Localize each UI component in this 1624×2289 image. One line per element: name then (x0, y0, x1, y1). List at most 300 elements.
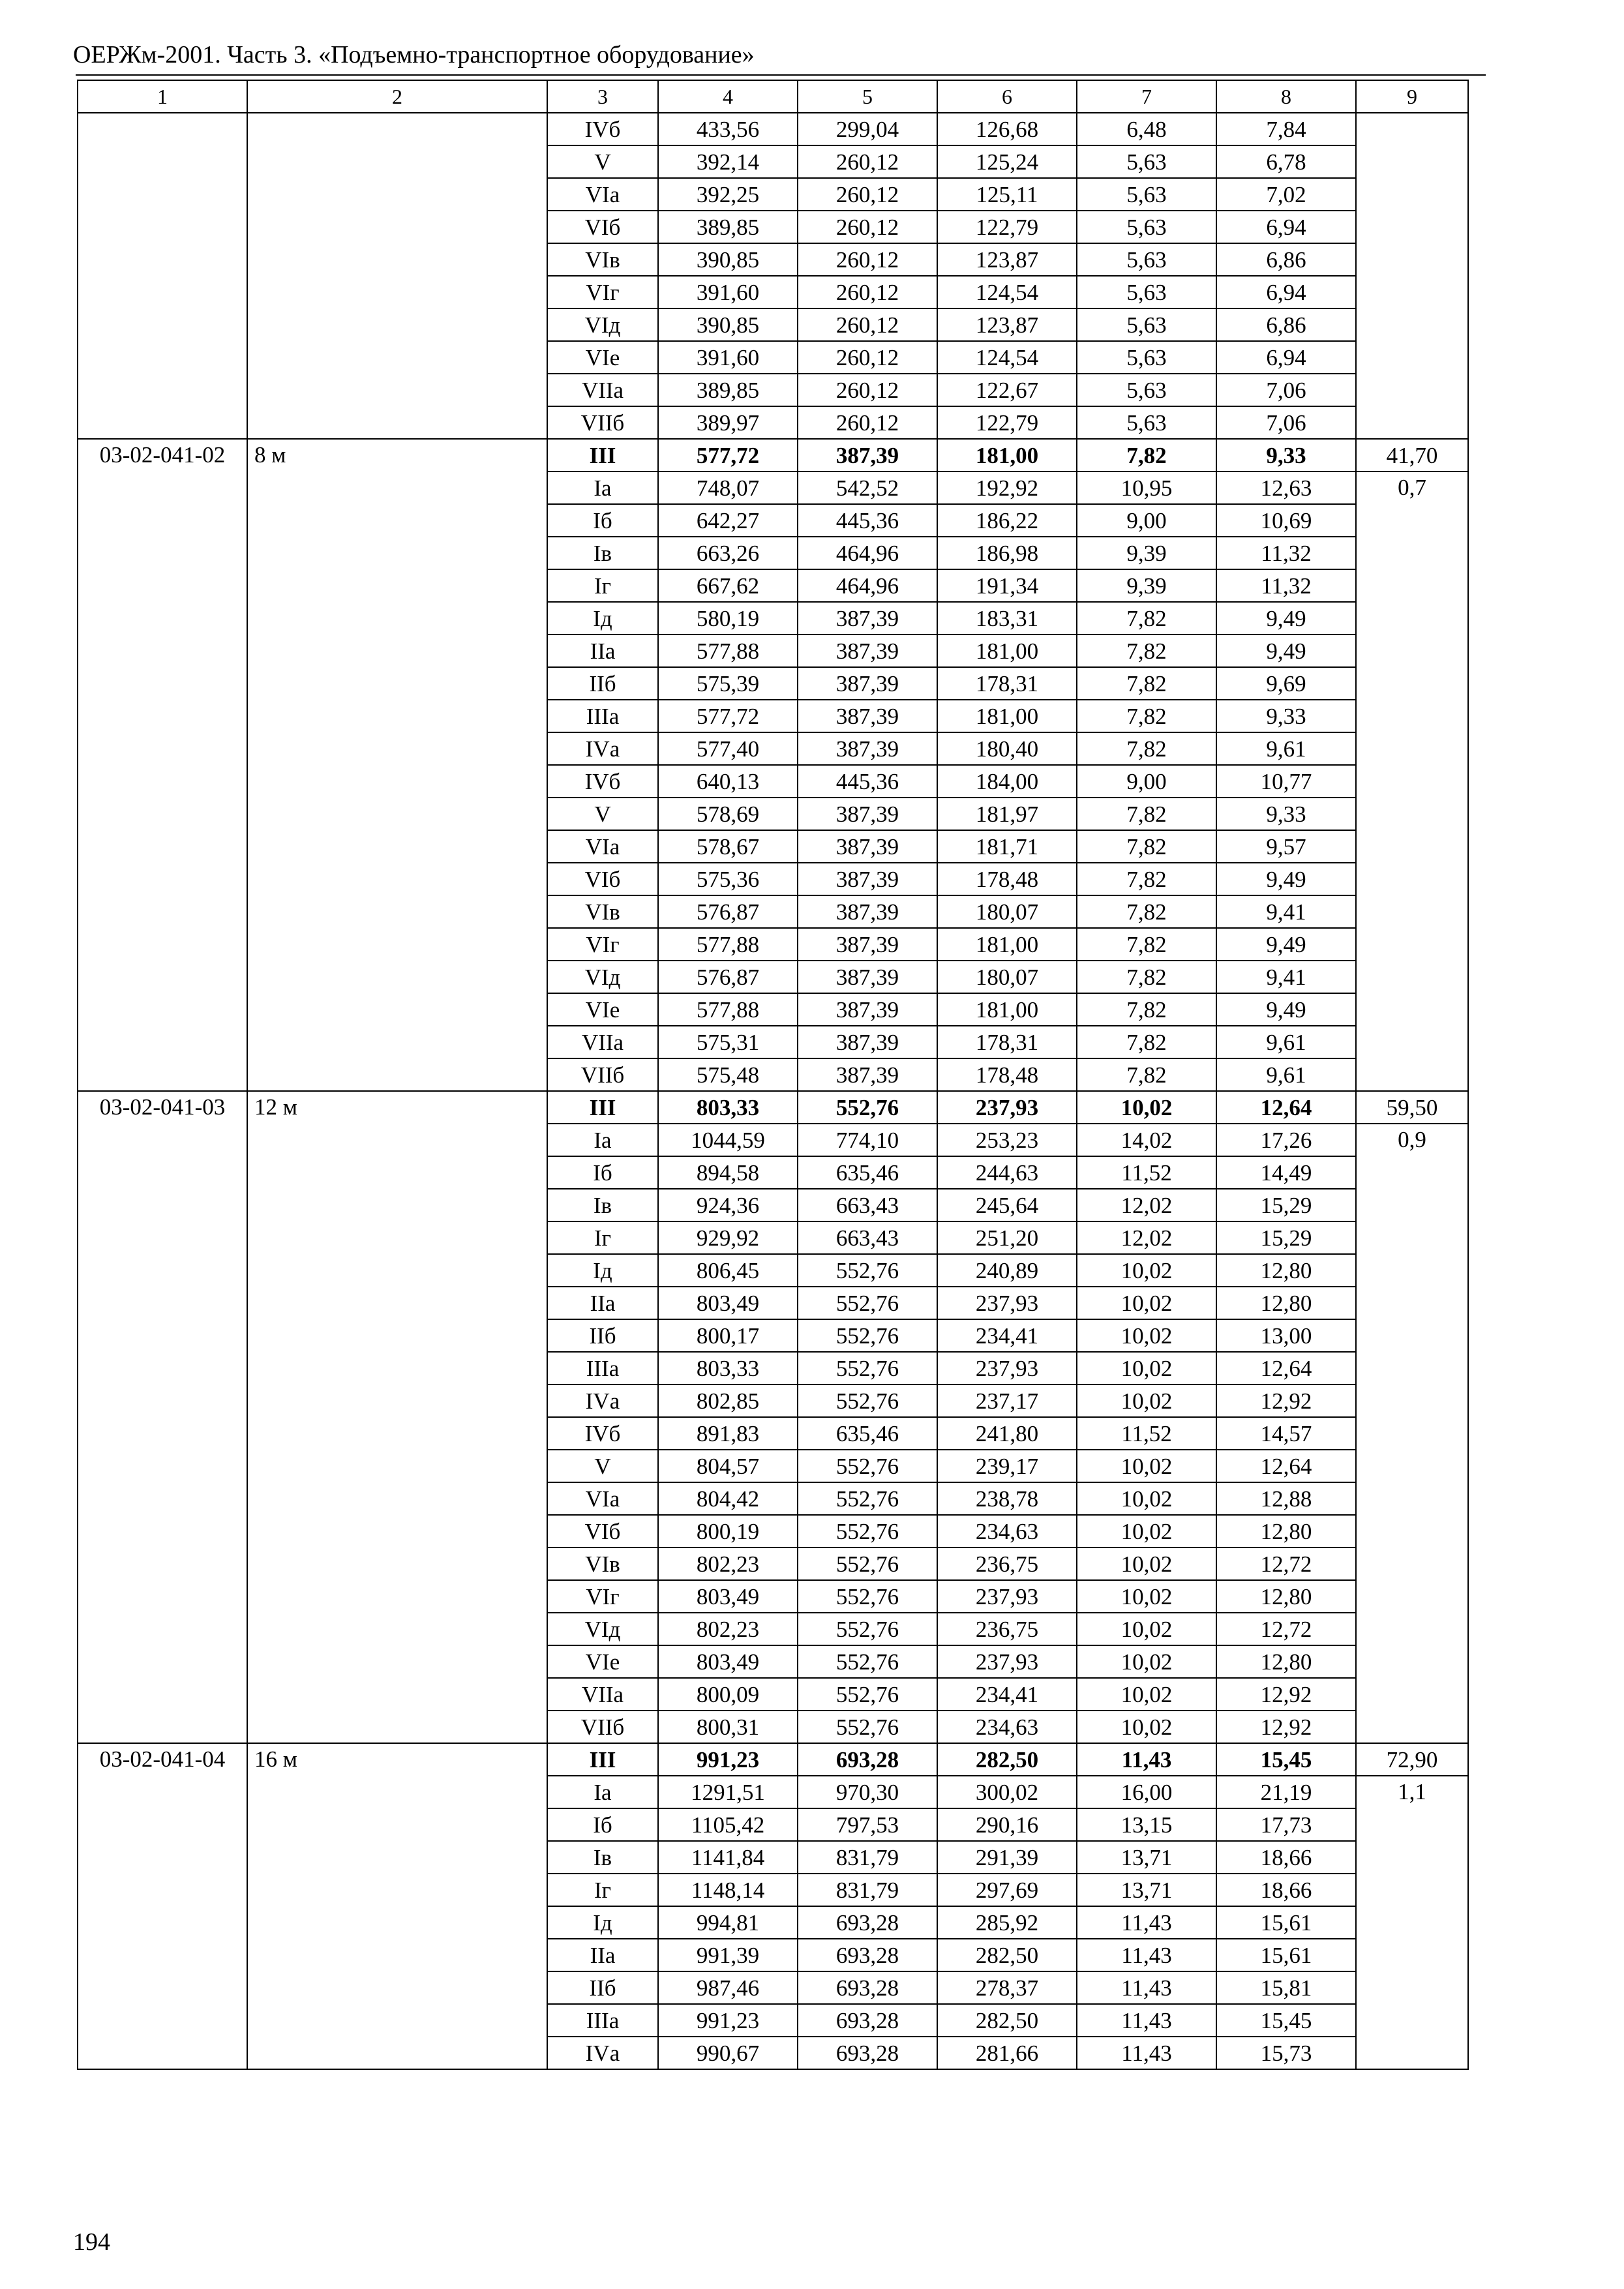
zone-cell: VIг (547, 276, 658, 308)
value-cell-col4: 994,81 (658, 1906, 798, 1939)
value-cell-col5: 552,76 (798, 1352, 937, 1384)
header-rule (76, 74, 1486, 76)
value-cell-col4: 390,85 (658, 243, 798, 276)
value-cell-col7: 13,71 (1077, 1874, 1216, 1906)
value-cell-col6: 125,24 (937, 145, 1077, 178)
value-cell-col8: 9,49 (1216, 863, 1356, 895)
value-cell-col5: 464,96 (798, 569, 937, 602)
value-cell-col4: 389,85 (658, 211, 798, 243)
value-cell-col8: 9,49 (1216, 602, 1356, 635)
value-cell-col8: 15,45 (1216, 1743, 1356, 1776)
value-cell-col6: 278,37 (937, 1971, 1077, 2004)
zone-cell: III (547, 1091, 658, 1124)
value-cell-col4: 642,27 (658, 504, 798, 537)
value-cell-col7: 9,39 (1077, 537, 1216, 569)
col9-cell (1356, 113, 1468, 439)
value-cell-col7: 7,82 (1077, 1026, 1216, 1058)
rate-code: 03-02-041-04 (78, 1743, 247, 2069)
value-cell-col6: 178,31 (937, 1026, 1077, 1058)
value-cell-col7: 5,63 (1077, 211, 1216, 243)
value-cell-col5: 542,52 (798, 471, 937, 504)
value-cell-col4: 1148,14 (658, 1874, 798, 1906)
value-cell-col6: 122,67 (937, 374, 1077, 406)
rate-name: 16 м (247, 1743, 547, 2069)
value-cell-col5: 387,39 (798, 635, 937, 667)
value-cell-col6: 236,75 (937, 1548, 1077, 1580)
column-number-3: 3 (547, 80, 658, 113)
value-cell-col6: 186,98 (937, 537, 1077, 569)
value-cell-col5: 552,76 (798, 1254, 937, 1287)
value-cell-col6: 181,00 (937, 993, 1077, 1026)
value-cell-col5: 387,39 (798, 700, 937, 732)
value-cell-col5: 663,43 (798, 1189, 937, 1221)
value-cell-col7: 7,82 (1077, 602, 1216, 635)
value-cell-col4: 929,92 (658, 1221, 798, 1254)
value-cell-col4: 802,23 (658, 1548, 798, 1580)
value-cell-col4: 577,72 (658, 439, 798, 471)
value-cell-col8: 14,57 (1216, 1417, 1356, 1450)
value-cell-col6: 184,00 (937, 765, 1077, 798)
value-cell-col5: 552,76 (798, 1450, 937, 1482)
value-cell-col6: 291,39 (937, 1841, 1077, 1874)
value-cell-col8: 9,41 (1216, 961, 1356, 993)
value-cell-col7: 10,02 (1077, 1450, 1216, 1482)
value-cell-col7: 9,00 (1077, 765, 1216, 798)
value-cell-col5: 552,76 (798, 1482, 937, 1515)
value-cell-col6: 282,50 (937, 1743, 1077, 1776)
zone-cell: VIе (547, 341, 658, 374)
value-cell-col8: 15,81 (1216, 1971, 1356, 2004)
value-cell-col7: 7,82 (1077, 798, 1216, 830)
value-cell-col5: 260,12 (798, 243, 937, 276)
zone-cell: VIа (547, 830, 658, 863)
zone-cell: VIб (547, 1515, 658, 1548)
value-cell-col7: 9,39 (1077, 569, 1216, 602)
value-cell-col6: 123,87 (937, 243, 1077, 276)
value-cell-col5: 797,53 (798, 1808, 937, 1841)
value-cell-col8: 7,84 (1216, 113, 1356, 145)
value-cell-col6: 253,23 (937, 1124, 1077, 1156)
value-cell-col8: 12,80 (1216, 1515, 1356, 1548)
value-cell-col6: 285,92 (937, 1906, 1077, 1939)
value-cell-col4: 389,97 (658, 406, 798, 439)
value-cell-col6: 237,93 (937, 1091, 1077, 1124)
value-cell-col5: 260,12 (798, 178, 937, 211)
value-cell-col7: 7,82 (1077, 895, 1216, 928)
zone-cell: Iд (547, 602, 658, 635)
value-cell-col4: 575,36 (658, 863, 798, 895)
value-cell-col7: 10,02 (1077, 1091, 1216, 1124)
value-cell-col5: 445,36 (798, 765, 937, 798)
value-cell-col6: 181,00 (937, 635, 1077, 667)
value-cell-col8: 12,63 (1216, 471, 1356, 504)
value-cell-col6: 186,22 (937, 504, 1077, 537)
zone-cell: III (547, 1743, 658, 1776)
value-cell-col7: 5,63 (1077, 406, 1216, 439)
value-cell-col6: 297,69 (937, 1874, 1077, 1906)
zone-cell: Iа (547, 1124, 658, 1156)
value-cell-col4: 802,85 (658, 1384, 798, 1417)
zone-cell: VIв (547, 243, 658, 276)
value-cell-col5: 387,39 (798, 602, 937, 635)
column-number-6: 6 (937, 80, 1077, 113)
value-cell-col4: 803,49 (658, 1580, 798, 1613)
zone-cell: IVа (547, 1384, 658, 1417)
value-cell-col7: 10,02 (1077, 1352, 1216, 1384)
value-cell-col7: 10,02 (1077, 1613, 1216, 1645)
value-cell-col6: 237,93 (937, 1287, 1077, 1319)
value-cell-col4: 577,72 (658, 700, 798, 732)
value-cell-col7: 7,82 (1077, 667, 1216, 700)
value-cell-col7: 7,82 (1077, 439, 1216, 471)
value-cell-col4: 575,48 (658, 1058, 798, 1091)
value-cell-col8: 11,32 (1216, 537, 1356, 569)
value-cell-col5: 387,39 (798, 798, 937, 830)
value-cell-col4: 800,19 (658, 1515, 798, 1548)
value-cell-col5: 552,76 (798, 1613, 937, 1645)
zone-cell: IVа (547, 732, 658, 765)
value-cell-col8: 12,80 (1216, 1645, 1356, 1678)
value-cell-col7: 7,82 (1077, 700, 1216, 732)
value-cell-col6: 240,89 (937, 1254, 1077, 1287)
zone-cell: V (547, 145, 658, 178)
value-cell-col4: 806,45 (658, 1254, 798, 1287)
col9-cell: 0,9 (1356, 1124, 1468, 1743)
value-cell-col6: 123,87 (937, 308, 1077, 341)
value-cell-col6: 124,54 (937, 276, 1077, 308)
zone-cell: VIб (547, 863, 658, 895)
value-cell-col7: 12,02 (1077, 1221, 1216, 1254)
value-cell-col4: 1105,42 (658, 1808, 798, 1841)
value-cell-col8: 12,92 (1216, 1678, 1356, 1711)
value-cell-col5: 260,12 (798, 374, 937, 406)
value-cell-col7: 10,02 (1077, 1287, 1216, 1319)
zone-cell: V (547, 798, 658, 830)
zone-cell: VIв (547, 895, 658, 928)
value-cell-col6: 181,00 (937, 439, 1077, 471)
zone-cell: Iа (547, 471, 658, 504)
value-cell-col7: 10,02 (1077, 1254, 1216, 1287)
value-cell-col7: 5,63 (1077, 243, 1216, 276)
value-cell-col7: 7,82 (1077, 928, 1216, 961)
zone-cell: IVа (547, 2037, 658, 2069)
value-cell-col7: 5,63 (1077, 276, 1216, 308)
value-cell-col4: 391,60 (658, 341, 798, 374)
value-cell-col5: 387,39 (798, 863, 937, 895)
zone-cell: VIд (547, 308, 658, 341)
value-cell-col4: 1291,51 (658, 1776, 798, 1808)
value-cell-col6: 251,20 (937, 1221, 1077, 1254)
value-cell-col5: 260,12 (798, 406, 937, 439)
value-cell-col5: 635,46 (798, 1417, 937, 1450)
value-cell-col8: 12,72 (1216, 1613, 1356, 1645)
col9-cell: 0,7 (1356, 471, 1468, 1091)
value-cell-col5: 552,76 (798, 1645, 937, 1678)
value-cell-col5: 387,39 (798, 732, 937, 765)
value-cell-col7: 10,02 (1077, 1678, 1216, 1711)
zone-cell: IVб (547, 765, 658, 798)
value-cell-col8: 15,29 (1216, 1189, 1356, 1221)
value-cell-col5: 387,39 (798, 830, 937, 863)
value-cell-col4: 391,60 (658, 276, 798, 308)
table-row (78, 439, 1468, 471)
value-cell-col8: 6,94 (1216, 211, 1356, 243)
value-cell-col5: 260,12 (798, 308, 937, 341)
value-cell-col6: 234,63 (937, 1515, 1077, 1548)
column-number-7: 7 (1077, 80, 1216, 113)
value-cell-col4: 640,13 (658, 765, 798, 798)
value-cell-col7: 14,02 (1077, 1124, 1216, 1156)
value-cell-col7: 5,63 (1077, 178, 1216, 211)
zone-cell: VIIб (547, 1058, 658, 1091)
value-cell-col4: 987,46 (658, 1971, 798, 2004)
value-cell-col7: 7,82 (1077, 993, 1216, 1026)
value-cell-col4: 580,19 (658, 602, 798, 635)
value-cell-col8: 10,77 (1216, 765, 1356, 798)
value-cell-col7: 10,02 (1077, 1482, 1216, 1515)
value-cell-col5: 387,39 (798, 961, 937, 993)
zone-cell: VIе (547, 993, 658, 1026)
value-cell-col8: 9,69 (1216, 667, 1356, 700)
table-row (78, 113, 1468, 145)
value-cell-col6: 178,31 (937, 667, 1077, 700)
zone-cell: IIIа (547, 2004, 658, 2037)
value-cell-col4: 991,39 (658, 1939, 798, 1971)
value-cell-col8: 11,32 (1216, 569, 1356, 602)
value-cell-col5: 552,76 (798, 1287, 937, 1319)
value-cell-col6: 192,92 (937, 471, 1077, 504)
value-cell-col6: 237,17 (937, 1384, 1077, 1417)
value-cell-col8: 6,86 (1216, 243, 1356, 276)
value-cell-col5: 693,28 (798, 2037, 937, 2069)
value-cell-col4: 803,49 (658, 1645, 798, 1678)
zone-cell: VIг (547, 1580, 658, 1613)
zone-cell: IIб (547, 667, 658, 700)
value-cell-col6: 124,54 (937, 341, 1077, 374)
value-cell-col5: 387,39 (798, 895, 937, 928)
value-cell-col6: 237,93 (937, 1580, 1077, 1613)
value-cell-col5: 552,76 (798, 1091, 937, 1124)
value-cell-col6: 191,34 (937, 569, 1077, 602)
value-cell-col7: 13,15 (1077, 1808, 1216, 1841)
value-cell-col6: 181,71 (937, 830, 1077, 863)
value-cell-col4: 894,58 (658, 1156, 798, 1189)
value-cell-col4: 1141,84 (658, 1841, 798, 1874)
value-cell-col5: 831,79 (798, 1874, 937, 1906)
value-cell-col8: 12,64 (1216, 1352, 1356, 1384)
value-cell-col7: 10,02 (1077, 1384, 1216, 1417)
value-cell-col6: 236,75 (937, 1613, 1077, 1645)
value-cell-col6: 178,48 (937, 863, 1077, 895)
value-cell-col4: 577,88 (658, 993, 798, 1026)
value-cell-col5: 464,96 (798, 537, 937, 569)
column-number-4: 4 (658, 80, 798, 113)
value-cell-col7: 5,63 (1077, 145, 1216, 178)
col9-cell: 72,90 (1356, 1743, 1468, 1776)
value-cell-col5: 552,76 (798, 1678, 937, 1711)
value-cell-col8: 9,61 (1216, 732, 1356, 765)
value-cell-col7: 11,43 (1077, 1743, 1216, 1776)
value-cell-col5: 552,76 (798, 1384, 937, 1417)
value-cell-col5: 693,28 (798, 2004, 937, 2037)
value-cell-col8: 12,64 (1216, 1450, 1356, 1482)
value-cell-col5: 693,28 (798, 1906, 937, 1939)
value-cell-col4: 433,56 (658, 113, 798, 145)
page-number: 194 (73, 2228, 110, 2256)
value-cell-col6: 180,07 (937, 895, 1077, 928)
value-cell-col7: 9,00 (1077, 504, 1216, 537)
value-cell-col4: 576,87 (658, 895, 798, 928)
value-cell-col5: 831,79 (798, 1841, 937, 1874)
value-cell-col4: 575,31 (658, 1026, 798, 1058)
zone-cell: IIб (547, 1971, 658, 2004)
value-cell-col8: 12,80 (1216, 1254, 1356, 1287)
value-cell-col4: 804,57 (658, 1450, 798, 1482)
rate-name: 12 м (247, 1091, 547, 1743)
value-cell-col8: 9,49 (1216, 928, 1356, 961)
zone-cell: IVб (547, 113, 658, 145)
zone-cell: Iг (547, 1874, 658, 1906)
value-cell-col5: 260,12 (798, 211, 937, 243)
value-cell-col4: 667,62 (658, 569, 798, 602)
value-cell-col7: 7,82 (1077, 830, 1216, 863)
value-cell-col8: 6,78 (1216, 145, 1356, 178)
zone-cell: VIIа (547, 374, 658, 406)
col9-cell: 41,70 (1356, 439, 1468, 471)
zone-cell: VIб (547, 211, 658, 243)
value-cell-col7: 11,43 (1077, 2037, 1216, 2069)
value-cell-col8: 12,80 (1216, 1580, 1356, 1613)
zone-cell: VIд (547, 1613, 658, 1645)
value-cell-col8: 12,64 (1216, 1091, 1356, 1124)
zone-cell: IIб (547, 1319, 658, 1352)
value-cell-col6: 125,11 (937, 178, 1077, 211)
value-cell-col5: 387,39 (798, 1058, 937, 1091)
value-cell-col7: 7,82 (1077, 732, 1216, 765)
value-cell-col6: 122,79 (937, 406, 1077, 439)
value-cell-col7: 10,02 (1077, 1548, 1216, 1580)
zone-cell: Iд (547, 1254, 658, 1287)
zone-cell: VIг (547, 928, 658, 961)
value-cell-col7: 11,52 (1077, 1156, 1216, 1189)
value-cell-col4: 392,25 (658, 178, 798, 211)
value-cell-col7: 11,43 (1077, 1906, 1216, 1939)
value-cell-col4: 392,14 (658, 145, 798, 178)
table-row (78, 1091, 1468, 1124)
value-cell-col7: 7,82 (1077, 635, 1216, 667)
value-cell-col6: 234,41 (937, 1678, 1077, 1711)
value-cell-col8: 12,80 (1216, 1287, 1356, 1319)
value-cell-col8: 9,49 (1216, 993, 1356, 1026)
zone-cell: IIIа (547, 700, 658, 732)
value-cell-col5: 387,39 (798, 993, 937, 1026)
value-cell-col7: 10,02 (1077, 1319, 1216, 1352)
value-cell-col4: 1044,59 (658, 1124, 798, 1156)
value-cell-col4: 748,07 (658, 471, 798, 504)
col9-cell: 1,1 (1356, 1776, 1468, 2069)
value-cell-col4: 576,87 (658, 961, 798, 993)
zone-cell: VIв (547, 1548, 658, 1580)
zone-cell: VIа (547, 178, 658, 211)
value-cell-col4: 577,88 (658, 928, 798, 961)
value-cell-col7: 5,63 (1077, 341, 1216, 374)
value-cell-col8: 15,29 (1216, 1221, 1356, 1254)
value-cell-col6: 178,48 (937, 1058, 1077, 1091)
value-cell-col7: 7,82 (1077, 1058, 1216, 1091)
value-cell-col5: 663,43 (798, 1221, 937, 1254)
value-cell-col6: 245,64 (937, 1189, 1077, 1221)
value-cell-col8: 9,61 (1216, 1026, 1356, 1058)
value-cell-col7: 5,63 (1077, 308, 1216, 341)
value-cell-col8: 15,61 (1216, 1939, 1356, 1971)
zone-cell: IIа (547, 1287, 658, 1319)
value-cell-col4: 800,17 (658, 1319, 798, 1352)
zone-cell: Iг (547, 569, 658, 602)
zone-cell: Iв (547, 1841, 658, 1874)
zone-cell: IIа (547, 635, 658, 667)
value-cell-col5: 693,28 (798, 1743, 937, 1776)
value-cell-col6: 241,80 (937, 1417, 1077, 1450)
column-number-8: 8 (1216, 80, 1356, 113)
value-cell-col8: 13,00 (1216, 1319, 1356, 1352)
value-cell-col4: 804,42 (658, 1482, 798, 1515)
column-number-2: 2 (247, 80, 547, 113)
zone-cell: VIIа (547, 1678, 658, 1711)
zone-cell: Iб (547, 504, 658, 537)
zone-cell: III (547, 439, 658, 471)
value-cell-col6: 282,50 (937, 1939, 1077, 1971)
column-number-5: 5 (798, 80, 937, 113)
value-cell-col6: 281,66 (937, 2037, 1077, 2069)
value-cell-col4: 578,67 (658, 830, 798, 863)
value-cell-col8: 6,86 (1216, 308, 1356, 341)
value-cell-col8: 18,66 (1216, 1874, 1356, 1906)
zone-cell: VIд (547, 961, 658, 993)
value-cell-col5: 552,76 (798, 1711, 937, 1743)
zone-cell: IVб (547, 1417, 658, 1450)
value-cell-col8: 15,45 (1216, 2004, 1356, 2037)
value-cell-col7: 10,95 (1077, 471, 1216, 504)
zone-cell: Iб (547, 1808, 658, 1841)
value-cell-col8: 9,33 (1216, 439, 1356, 471)
value-cell-col8: 12,88 (1216, 1482, 1356, 1515)
value-cell-col6: 183,31 (937, 602, 1077, 635)
zone-cell: V (547, 1450, 658, 1482)
rate-code: 03-02-041-03 (78, 1091, 247, 1743)
value-cell-col4: 803,33 (658, 1352, 798, 1384)
value-cell-col6: 234,63 (937, 1711, 1077, 1743)
value-cell-col8: 12,72 (1216, 1548, 1356, 1580)
value-cell-col5: 552,76 (798, 1580, 937, 1613)
value-cell-col4: 802,23 (658, 1613, 798, 1645)
value-cell-col5: 260,12 (798, 341, 937, 374)
value-cell-col7: 10,02 (1077, 1515, 1216, 1548)
value-cell-col8: 9,41 (1216, 895, 1356, 928)
table-row (78, 1743, 1468, 1776)
value-cell-col7: 7,82 (1077, 961, 1216, 993)
value-cell-col5: 445,36 (798, 504, 937, 537)
value-cell-col8: 21,19 (1216, 1776, 1356, 1808)
rates-table (77, 80, 1469, 2070)
value-cell-col6: 180,40 (937, 732, 1077, 765)
zone-cell: IIа (547, 1939, 658, 1971)
value-cell-col4: 389,85 (658, 374, 798, 406)
value-cell-col4: 800,31 (658, 1711, 798, 1743)
value-cell-col6: 239,17 (937, 1450, 1077, 1482)
value-cell-col6: 237,93 (937, 1645, 1077, 1678)
value-cell-col6: 122,79 (937, 211, 1077, 243)
value-cell-col8: 14,49 (1216, 1156, 1356, 1189)
